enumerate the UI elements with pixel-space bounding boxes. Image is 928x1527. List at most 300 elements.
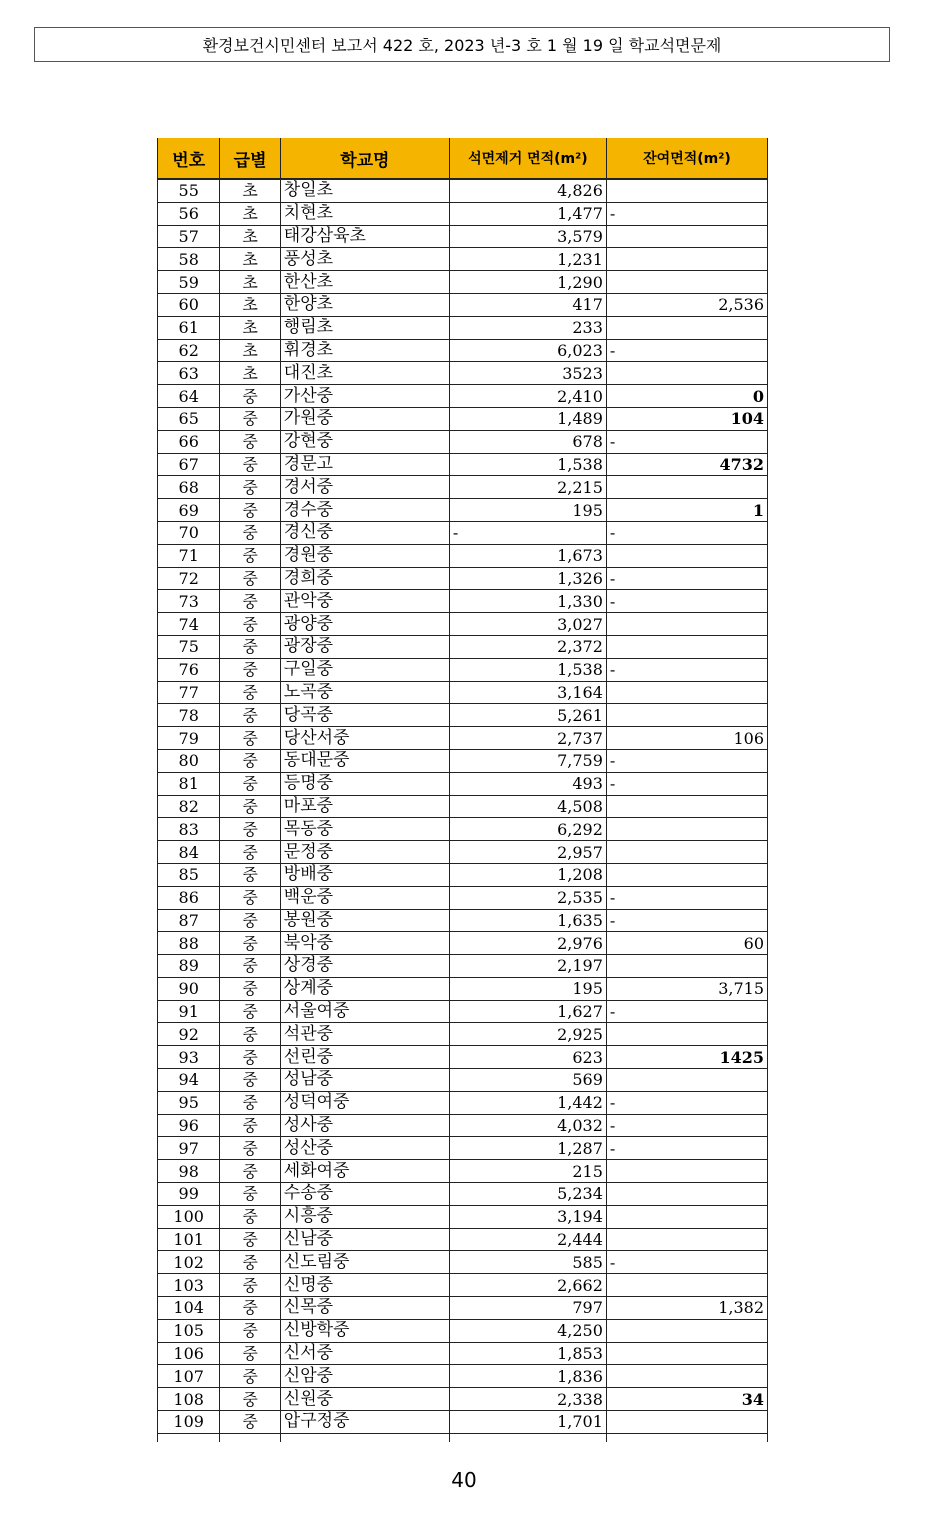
cell-remaining-area [606,1411,767,1434]
cell-number: 56 [158,202,220,225]
cell-removed-area: 1,627 [449,1000,606,1023]
cell-number: 109 [158,1411,220,1434]
cell-school-name: 북악중 [280,932,449,955]
cell-grade: 중 [220,1251,280,1274]
cell-remaining-area [606,271,767,294]
cell-grade: 중 [220,886,280,909]
cell-remaining-area [606,635,767,658]
cell-number: 69 [158,499,220,522]
cell-school-name: 동대문중 [280,749,449,772]
table-row [158,271,768,294]
cell-number: 105 [158,1319,220,1342]
cell-removed-area: 1,635 [449,909,606,932]
cell-remaining-area: 34 [606,1388,767,1411]
cell-number: 61 [158,316,220,339]
cell-remaining-area [606,1023,767,1046]
table-row [158,955,768,978]
cell-school-name: 백운중 [280,886,449,909]
cell-number: 76 [158,658,220,681]
cell-number: 59 [158,271,220,294]
cell-grade: 중 [220,1205,280,1228]
table-row [158,567,768,590]
table-row [158,1388,768,1411]
cell-removed-area: 2,215 [449,476,606,499]
cell-remaining-area [606,1228,767,1251]
cell-school-name: 세화여중 [280,1160,449,1183]
table-row [158,772,768,795]
cell-cutoff [449,1433,606,1442]
cell-remaining-area [606,1205,767,1228]
table-row [158,339,768,362]
table-row [158,1046,768,1069]
cell-number: 79 [158,727,220,750]
cell-school-name: 구일중 [280,658,449,681]
cell-number: 95 [158,1091,220,1114]
cell-grade: 중 [220,1160,280,1183]
cell-remaining-area [606,544,767,567]
cell-cutoff [158,1433,220,1442]
cell-grade: 초 [220,225,280,248]
cell-school-name: 창일초 [280,179,449,202]
cell-school-name: 신원중 [280,1388,449,1411]
cell-grade: 초 [220,293,280,316]
school-asbestos-table-container [157,138,770,1442]
cell-removed-area: 2,197 [449,955,606,978]
cell-grade: 중 [220,1046,280,1069]
cell-removed-area: 1,477 [449,202,606,225]
cell-school-name: 경서중 [280,476,449,499]
cell-removed-area: 1,287 [449,1137,606,1160]
cell-remaining-area: 3,715 [606,977,767,1000]
cell-number: 98 [158,1160,220,1183]
report-header [34,27,890,62]
table-row [158,613,768,636]
cell-remaining-area [606,1183,767,1206]
table-row [158,362,768,385]
cell-number: 85 [158,863,220,886]
cell-number: 57 [158,225,220,248]
column-header-remaining-area: 잔여면적(m²) [606,138,767,179]
cell-number: 55 [158,179,220,202]
cell-remaining-area [606,362,767,385]
cell-remaining-area: - [606,590,767,613]
cell-remaining-area [606,1342,767,1365]
cell-remaining-area: - [606,1137,767,1160]
cell-removed-area: 1,326 [449,567,606,590]
table-row [158,590,768,613]
cell-remaining-area: 4732 [606,453,767,476]
cell-number: 88 [158,932,220,955]
cell-grade: 중 [220,1388,280,1411]
table-row [158,1205,768,1228]
cell-remaining-area [606,179,767,202]
cell-school-name: 경희중 [280,567,449,590]
table-row [158,909,768,932]
column-header-grade: 급별 [220,138,280,179]
cell-school-name: 목동중 [280,818,449,841]
cell-cutoff [606,1433,767,1442]
cell-remaining-area [606,704,767,727]
cell-number: 74 [158,613,220,636]
cell-grade: 중 [220,407,280,430]
cell-removed-area: 2,444 [449,1228,606,1251]
table-row [158,658,768,681]
cell-school-name: 강현중 [280,430,449,453]
cell-school-name: 치현초 [280,202,449,225]
cell-school-name: 신방학중 [280,1319,449,1342]
cell-removed-area: 585 [449,1251,606,1274]
cell-removed-area: 3,194 [449,1205,606,1228]
cell-grade: 중 [220,385,280,408]
cell-grade: 중 [220,1297,280,1320]
cell-grade: 중 [220,521,280,544]
cell-number: 70 [158,521,220,544]
cell-removed-area: 3523 [449,362,606,385]
cell-grade: 중 [220,590,280,613]
cell-number: 103 [158,1274,220,1297]
cell-removed-area: 678 [449,430,606,453]
cell-school-name: 광장중 [280,635,449,658]
table-row [158,499,768,522]
cell-grade: 중 [220,772,280,795]
cell-grade: 중 [220,1023,280,1046]
column-header-school-name: 학교명 [280,138,449,179]
cell-school-name: 방배중 [280,863,449,886]
cell-school-name: 당곡중 [280,704,449,727]
cell-school-name: 경신중 [280,521,449,544]
cell-grade: 중 [220,863,280,886]
table-row [158,316,768,339]
cell-removed-area: 6,023 [449,339,606,362]
cell-removed-area: 1,538 [449,658,606,681]
cell-remaining-area: 0 [606,385,767,408]
cell-number: 81 [158,772,220,795]
cell-grade: 중 [220,909,280,932]
cell-number: 64 [158,385,220,408]
table-row [158,407,768,430]
cell-removed-area: 3,579 [449,225,606,248]
table-row [158,1342,768,1365]
table-row [158,544,768,567]
cell-removed-area: 569 [449,1069,606,1092]
cell-removed-area: 1,701 [449,1411,606,1434]
cell-school-name: 광양중 [280,613,449,636]
cell-number: 63 [158,362,220,385]
cell-remaining-area [606,1160,767,1183]
cell-removed-area: 2,410 [449,385,606,408]
cell-number: 66 [158,430,220,453]
table-row [158,977,768,1000]
table-row [158,1023,768,1046]
cell-school-name: 관악중 [280,590,449,613]
cell-remaining-area: - [606,1000,767,1023]
cell-number: 60 [158,293,220,316]
cell-grade: 중 [220,499,280,522]
cell-grade: 초 [220,248,280,271]
table-row [158,749,768,772]
cell-grade: 초 [220,271,280,294]
cell-remaining-area [606,316,767,339]
report-header-title: 환경보건시민센터 보고서 422 호, 2023 년-3 호 1 월 19 일 학교석면문제 [202,36,722,55]
cell-school-name: 봉원중 [280,909,449,932]
cell-grade: 중 [220,1274,280,1297]
cell-grade: 중 [220,1137,280,1160]
cell-removed-area: 2,338 [449,1388,606,1411]
cell-school-name: 경수중 [280,499,449,522]
cell-school-name: 선린중 [280,1046,449,1069]
cell-grade: 중 [220,430,280,453]
cell-grade: 중 [220,476,280,499]
cell-school-name: 등명중 [280,772,449,795]
cell-removed-area: 215 [449,1160,606,1183]
cell-removed-area: 2,662 [449,1274,606,1297]
cell-remaining-area [606,225,767,248]
cell-remaining-area [606,1319,767,1342]
table-row-cutoff [158,1433,768,1442]
cell-number: 93 [158,1046,220,1069]
table-row [158,635,768,658]
cell-remaining-area [606,1069,767,1092]
cell-removed-area: 4,250 [449,1319,606,1342]
cell-removed-area: 623 [449,1046,606,1069]
table-row [158,818,768,841]
cell-grade: 초 [220,362,280,385]
cell-removed-area: 1,673 [449,544,606,567]
cell-remaining-area [606,1274,767,1297]
cell-school-name: 대진초 [280,362,449,385]
cell-grade: 중 [220,1319,280,1342]
cell-school-name: 상경중 [280,955,449,978]
cell-remaining-area: - [606,430,767,453]
table-row [158,727,768,750]
cell-remaining-area [606,795,767,818]
cell-grade: 중 [220,977,280,1000]
cell-grade: 중 [220,635,280,658]
cell-number: 82 [158,795,220,818]
cell-number: 96 [158,1114,220,1137]
cell-number: 68 [158,476,220,499]
cell-number: 92 [158,1023,220,1046]
cell-removed-area: 195 [449,977,606,1000]
cell-grade: 중 [220,818,280,841]
cell-grade: 중 [220,795,280,818]
cell-number: 94 [158,1069,220,1092]
cell-number: 73 [158,590,220,613]
cell-school-name: 신서중 [280,1342,449,1365]
cell-remaining-area [606,476,767,499]
cell-school-name: 문정중 [280,841,449,864]
cell-number: 77 [158,681,220,704]
cell-number: 67 [158,453,220,476]
table-row [158,1183,768,1206]
cell-school-name: 가산중 [280,385,449,408]
cell-school-name: 풍성초 [280,248,449,271]
cell-removed-area: 797 [449,1297,606,1320]
cell-school-name: 당산서중 [280,727,449,750]
cell-school-name: 신암중 [280,1365,449,1388]
cell-removed-area: 2,925 [449,1023,606,1046]
cell-removed-area: 1,290 [449,271,606,294]
cell-remaining-area [606,1365,767,1388]
cell-number: 104 [158,1297,220,1320]
cell-grade: 중 [220,453,280,476]
cell-number: 107 [158,1365,220,1388]
cell-grade: 초 [220,316,280,339]
cell-removed-area: 3,164 [449,681,606,704]
cell-removed-area: 1,538 [449,453,606,476]
cell-removed-area: 4,826 [449,179,606,202]
cell-remaining-area: - [606,886,767,909]
table-row [158,1069,768,1092]
cell-grade: 중 [220,1365,280,1388]
cell-removed-area: 1,853 [449,1342,606,1365]
cell-school-name: 가원중 [280,407,449,430]
cell-removed-area: - [449,521,606,544]
cell-grade: 초 [220,339,280,362]
table-row [158,1274,768,1297]
column-header-number: 번호 [158,138,220,179]
cell-remaining-area: 106 [606,727,767,750]
cell-school-name: 성남중 [280,1069,449,1092]
cell-school-name: 신도림중 [280,1251,449,1274]
table-row [158,886,768,909]
cell-removed-area: 417 [449,293,606,316]
cell-grade: 중 [220,727,280,750]
cell-removed-area: 2,372 [449,635,606,658]
cell-remaining-area [606,248,767,271]
table-row [158,1000,768,1023]
cell-remaining-area: - [606,1251,767,1274]
table-row [158,1091,768,1114]
cell-grade: 중 [220,681,280,704]
table-row [158,1228,768,1251]
table-row [158,1297,768,1320]
table-row [158,248,768,271]
cell-removed-area: 7,759 [449,749,606,772]
cell-grade: 중 [220,544,280,567]
cell-grade: 중 [220,613,280,636]
cell-school-name: 수송중 [280,1183,449,1206]
table-row [158,430,768,453]
cell-number: 75 [158,635,220,658]
cell-grade: 중 [220,749,280,772]
cell-removed-area: 1,836 [449,1365,606,1388]
cell-school-name: 마포중 [280,795,449,818]
cell-school-name: 경문고 [280,453,449,476]
table-header-row [158,138,768,179]
table-row [158,1251,768,1274]
cell-number: 99 [158,1183,220,1206]
cell-grade: 중 [220,1000,280,1023]
column-header-removed-area: 석면제거 면적(m²) [449,138,606,179]
cell-remaining-area: 60 [606,932,767,955]
cell-grade: 중 [220,932,280,955]
cell-school-name: 압구정중 [280,1411,449,1434]
cell-number: 62 [158,339,220,362]
table-row [158,225,768,248]
cell-removed-area: 2,957 [449,841,606,864]
cell-number: 71 [158,544,220,567]
cell-cutoff [220,1433,280,1442]
cell-removed-area: 5,234 [449,1183,606,1206]
cell-remaining-area: - [606,1091,767,1114]
school-asbestos-table [157,138,768,1442]
cell-school-name: 경원중 [280,544,449,567]
cell-grade: 중 [220,1411,280,1434]
table-row [158,202,768,225]
cell-grade: 중 [220,1228,280,1251]
table-row [158,841,768,864]
cell-number: 78 [158,704,220,727]
cell-remaining-area: - [606,521,767,544]
cell-remaining-area: - [606,658,767,681]
table-row [158,521,768,544]
cell-number: 102 [158,1251,220,1274]
cell-number: 108 [158,1388,220,1411]
cell-remaining-area [606,681,767,704]
table-row [158,476,768,499]
cell-school-name: 상계중 [280,977,449,1000]
cell-remaining-area: - [606,1114,767,1137]
page-number: 40 [451,1468,477,1492]
cell-remaining-area: 104 [606,407,767,430]
cell-school-name: 신명중 [280,1274,449,1297]
cell-remaining-area: 1 [606,499,767,522]
cell-remaining-area: - [606,202,767,225]
cell-remaining-area: - [606,772,767,795]
cell-removed-area: 493 [449,772,606,795]
cell-grade: 중 [220,1114,280,1137]
cell-grade: 중 [220,1183,280,1206]
cell-school-name: 성사중 [280,1114,449,1137]
cell-removed-area: 5,261 [449,704,606,727]
cell-grade: 중 [220,567,280,590]
table-row [158,704,768,727]
cell-remaining-area: - [606,339,767,362]
cell-school-name: 신목중 [280,1297,449,1320]
cell-number: 106 [158,1342,220,1365]
cell-school-name: 석관중 [280,1023,449,1046]
cell-school-name: 한산초 [280,271,449,294]
cell-removed-area: 1,442 [449,1091,606,1114]
cell-removed-area: 2,535 [449,886,606,909]
table-row [158,863,768,886]
cell-grade: 중 [220,1091,280,1114]
cell-school-name: 신남중 [280,1228,449,1251]
table-row [158,453,768,476]
table-row [158,1137,768,1160]
cell-school-name: 휘경초 [280,339,449,362]
cell-remaining-area [606,841,767,864]
cell-remaining-area: 1,382 [606,1297,767,1320]
cell-grade: 중 [220,704,280,727]
cell-grade: 중 [220,955,280,978]
table-row [158,1160,768,1183]
table-row [158,1411,768,1434]
cell-school-name: 행림초 [280,316,449,339]
cell-removed-area: 1,330 [449,590,606,613]
cell-number: 87 [158,909,220,932]
cell-school-name: 한양초 [280,293,449,316]
table-row [158,1114,768,1137]
cell-school-name: 노곡중 [280,681,449,704]
cell-grade: 중 [220,1069,280,1092]
cell-school-name: 시흥중 [280,1205,449,1228]
cell-number: 90 [158,977,220,1000]
cell-number: 58 [158,248,220,271]
cell-number: 86 [158,886,220,909]
cell-number: 89 [158,955,220,978]
